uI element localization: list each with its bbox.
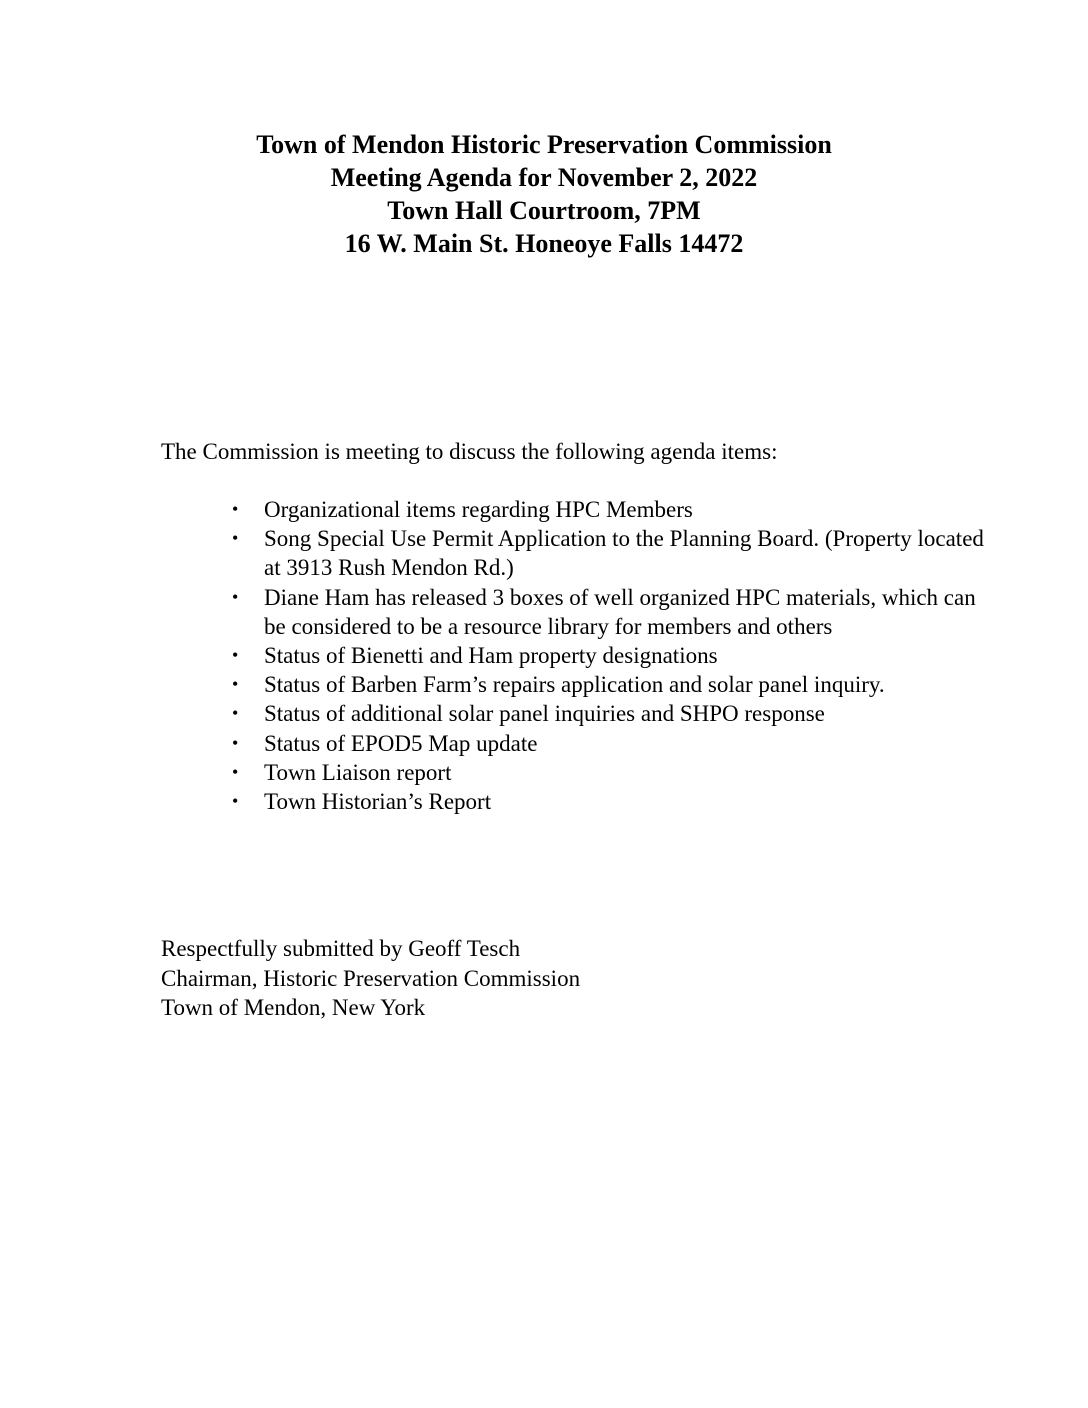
header-meeting-date: Meeting Agenda for November 2, 2022 xyxy=(330,163,758,192)
agenda-item-text: Organizational items regarding HPC Members xyxy=(264,497,693,522)
bullet-icon: • xyxy=(232,674,239,695)
bullet-icon: • xyxy=(232,761,239,782)
header-location: Town Hall Courtroom, 7PM xyxy=(387,196,701,225)
agenda-item-text: Song Special Use Permit Application to the Planning Board. (Property located at 3913 Rush Mendon Rd.) xyxy=(264,526,984,581)
list-item xyxy=(232,758,992,787)
agenda-item-text: Town Historian’s Report xyxy=(264,789,492,815)
signature-town: Town of Mendon, New York xyxy=(161,995,426,1020)
bullet-icon: • xyxy=(232,499,239,519)
bullet-icon: • xyxy=(232,586,239,607)
intro-text: The Commission is meeting to discuss the following agenda items: xyxy=(161,439,778,464)
bullet-icon: • xyxy=(232,528,239,549)
signature-block xyxy=(161,934,861,1023)
header-title: Town of Mendon Historic Preservation Commission xyxy=(256,130,832,159)
document-header xyxy=(0,128,1088,260)
list-item xyxy=(232,670,992,699)
bullet-icon: • xyxy=(232,645,239,666)
agenda-item-text: Status of additional solar panel inquiries and SHPO response xyxy=(264,701,825,727)
list-item xyxy=(232,495,992,524)
bullet-icon: • xyxy=(232,791,239,812)
agenda-item-text: Diane Ham has released 3 boxes of well organized HPC materials, which can be considered to be a resource library for members and others xyxy=(264,584,976,639)
agenda-item-text: Status of Barben Farm’s repairs application and solar panel inquiry. xyxy=(264,672,885,698)
list-item xyxy=(232,583,992,641)
bullet-icon: • xyxy=(232,732,239,753)
agenda-item-text: Status of EPOD5 Map update xyxy=(264,730,538,756)
agenda-list xyxy=(232,495,992,816)
signature-title: Chairman, Historic Preservation Commission xyxy=(161,965,581,991)
list-item xyxy=(232,524,992,582)
list-item xyxy=(232,641,992,670)
list-item xyxy=(232,699,992,728)
bullet-icon: • xyxy=(232,703,239,724)
agenda-item-text: Town Liaison report xyxy=(264,759,452,785)
signature-submitted-by: Respectfully submitted by Geoff Tesch xyxy=(161,936,521,961)
list-item xyxy=(232,729,992,758)
agenda-item-text: Status of Bienetti and Ham property designations xyxy=(264,643,718,669)
header-address: 16 W. Main St. Honeoye Falls 14472 xyxy=(344,229,744,258)
list-item xyxy=(232,787,992,816)
